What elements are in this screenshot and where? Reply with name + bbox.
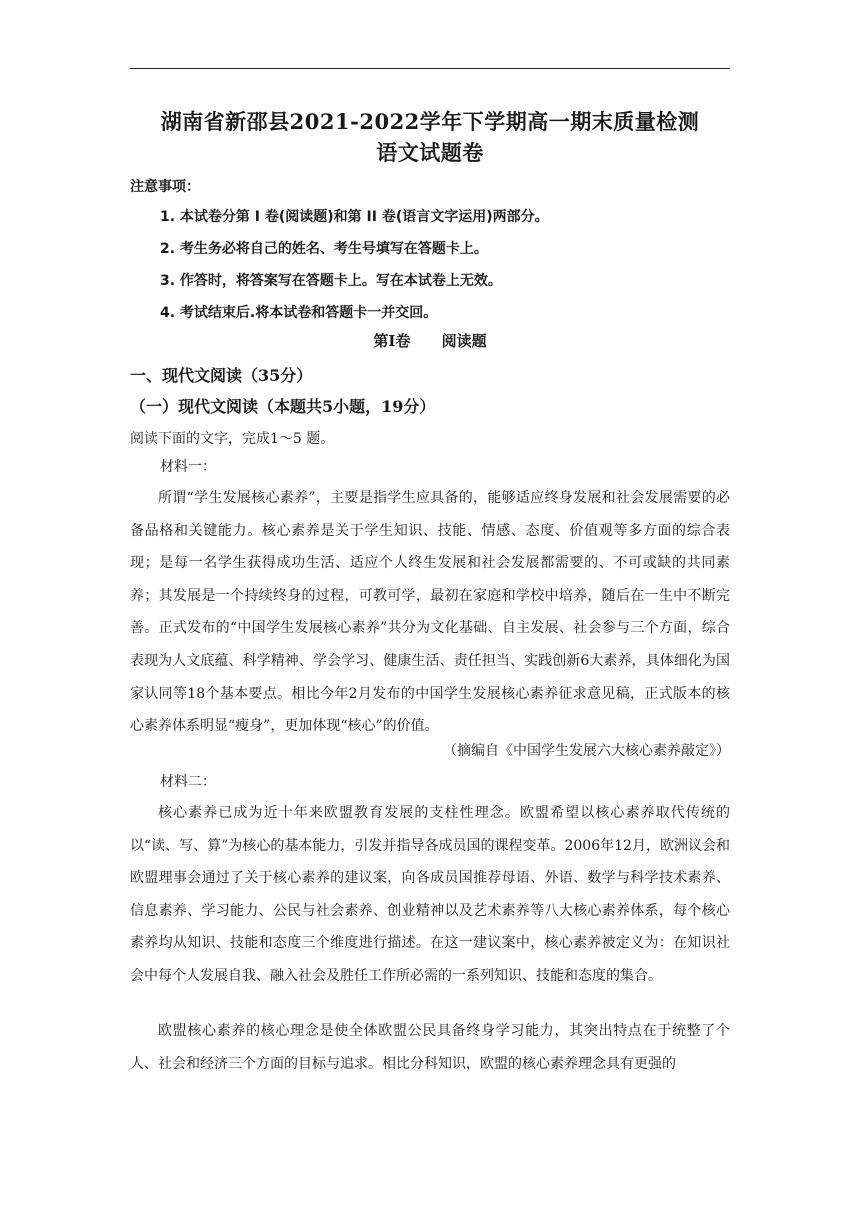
material-1-paragraph: 所谓“学生发展核心素养”，主要是指学生应具备的，能够适应终身发展和社会发展需要的必备品格和关键能力。核心素养是关于学生知识、技能、情感、态度、价值观等多方面的综合表现；是每一名学生获得成功生活、适应个人终生发展和社会发展都需要的、不可或缺的共同素养；其发展是一个持续终身的过程，可教可学，最初在家庭和学校中培养，随后在一生中不断完善。正式发布的“中国学生发展核心素养”共分为文化基础、自主发展、社会参与三个方面，综合表现为人文底蕴、科学精神、学会学习、健康生活、责任担当、实践创新6大素养，具体细化为国家认同等18个基本要点。相比今年2月发布的中国学生发展核心素养征求意见稿，正式版本的核心素养体系明显“瘦身”，更加体现“核心”的价值。 [130,490,730,735]
material-2-paragraph: 欧盟核心素养的核心理念是使全体欧盟公民具备终身学习能力，其突出特点在于统整了个人、社会和经济三个方面的目标与追求。相比分科知识，欧盟的核心素养理念具有更强的 [130,1023,730,1072]
notice-list [160,206,549,334]
material-1-source: （摘编自《中国学生发展六大核心素养敲定》） [443,743,730,759]
section-title: 第Ⅰ卷 阅读题 [373,332,487,350]
part-heading: 一、现代文阅读（35分） [130,366,313,385]
notice-item: 1. 本试卷分第 I 卷(阅读题)和第 II 卷(语言文字运用)两部分。 [160,209,549,225]
material-2-paragraph: 核心素养已成为近十年来欧盟教育发展的支柱性理念。欧盟希望以核心素养取代传统的以“读、写、算”为核心的基本能力，引发并指导各成员国的课程变革。2006年12月，欧洲议会和欧盟理事会通过了关于核心素养的建议案，向各成员国推荐母语、外语、数学与科学技术素养、信息素养、学习能力、公民与社会素养、创业精神以及艺术素养等八大核心素养体系，每个核心素养均从知识、技能和态度三个维度进行描述。在这一建议案中，核心素养被定义为：在知识社会中每个人发展自我、融入社会及胜任工作所必需的一系列知识、技能和态度的集合。 [130,805,730,984]
reading-instruction: 阅读下面的文字，完成1～5 题。 [130,431,335,447]
notice-item: 2. 考生务必将自己的姓名、考生号填写在答题卡上。 [160,241,488,257]
sub-heading: （一）现代文阅读（本题共5小题，19分） [130,397,436,416]
notice-heading: 注意事项： [130,179,200,195]
material-2-label: 材料二： [160,774,216,790]
exam-subtitle: 语文试题卷 [376,140,484,165]
notice-item: 3. 作答时，将答案写在答题卡上。写在本试卷上无效。 [160,273,502,289]
material-1-label: 材料一： [160,459,216,475]
header-rule [130,68,730,69]
notice-item: 4. 考试结束后.将本试卷和答题卡一并交回。 [160,305,438,321]
exam-title: 湖南省新邵县2021-2022学年下学期高一期末质量检测 [160,109,700,134]
